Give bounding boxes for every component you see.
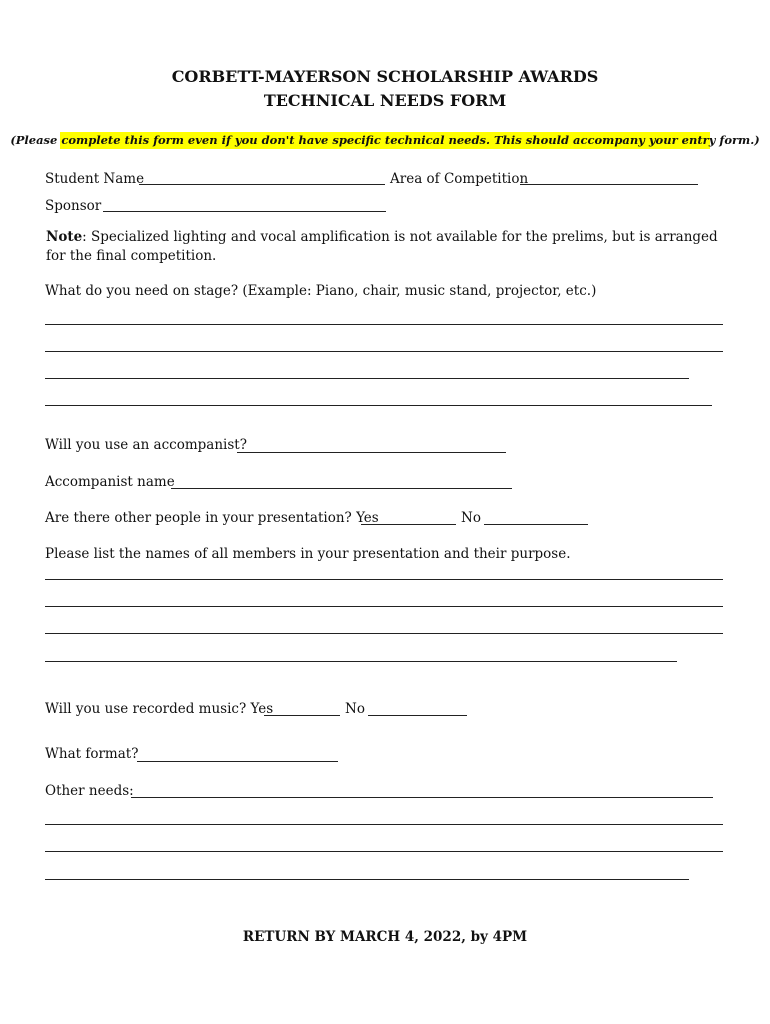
other-needs-line[interactable] xyxy=(45,851,723,852)
sponsor-label: Sponsor xyxy=(45,198,102,214)
members-line[interactable] xyxy=(45,633,723,634)
instruction-note: (Please complete this form even if you don't have specific technical needs. This should accompany your entry form.) xyxy=(10,133,760,147)
recorded-music-no-field[interactable] xyxy=(368,715,467,716)
format-question: What format? xyxy=(45,746,139,762)
accompanist-question: Will you use an accompanist? xyxy=(45,437,247,453)
other-needs-line[interactable] xyxy=(131,797,713,798)
stage-needs-line[interactable] xyxy=(45,378,689,379)
sponsor-field[interactable] xyxy=(103,211,386,212)
members-question: Please list the names of all members in your presentation and their purpose. xyxy=(45,546,571,562)
accompanist-name-label: Accompanist name xyxy=(45,474,175,490)
stage-needs-line[interactable] xyxy=(45,405,712,406)
stage-needs-line[interactable] xyxy=(45,351,723,352)
note-paragraph xyxy=(46,228,726,266)
note-text: : Specialized lighting and vocal amplification is not available for the prelims, but is arranged for the final competition. xyxy=(46,229,718,264)
note-bold-label: Note xyxy=(46,229,83,245)
accompanist-name-field[interactable] xyxy=(171,488,512,489)
accompanist-field[interactable] xyxy=(237,452,506,453)
other-needs-label: Other needs: xyxy=(45,783,134,799)
recorded-music-no-label: No xyxy=(345,701,365,717)
other-needs-line[interactable] xyxy=(45,824,723,825)
other-needs-line[interactable] xyxy=(45,879,689,880)
area-of-competition-field[interactable] xyxy=(520,184,698,185)
other-people-no-label: No xyxy=(461,510,481,526)
members-line[interactable] xyxy=(45,606,723,607)
members-line[interactable] xyxy=(45,579,723,580)
recorded-music-yes-field[interactable] xyxy=(264,715,340,716)
form-title: CORBETT-MAYERSON SCHOLARSHIP AWARDS xyxy=(171,67,599,86)
stage-needs-question: What do you need on stage? (Example: Piano, chair, music stand, projector, etc.) xyxy=(45,283,597,299)
student-name-label: Student Name xyxy=(45,171,145,187)
members-line[interactable] xyxy=(45,661,677,662)
recorded-music-question: Will you use recorded music? Yes xyxy=(45,701,274,717)
stage-needs-line[interactable] xyxy=(45,324,723,325)
format-field[interactable] xyxy=(137,761,338,762)
area-of-competition-label: Area of Competition xyxy=(390,171,529,187)
student-name-field[interactable] xyxy=(139,184,385,185)
form-subtitle: TECHNICAL NEEDS FORM xyxy=(263,91,507,110)
other-people-question: Are there other people in your presentation? Yes xyxy=(45,510,379,526)
return-deadline: RETURN BY MARCH 4, 2022, by 4PM xyxy=(242,929,528,945)
other-people-yes-field[interactable] xyxy=(361,524,456,525)
other-people-no-field[interactable] xyxy=(484,524,588,525)
